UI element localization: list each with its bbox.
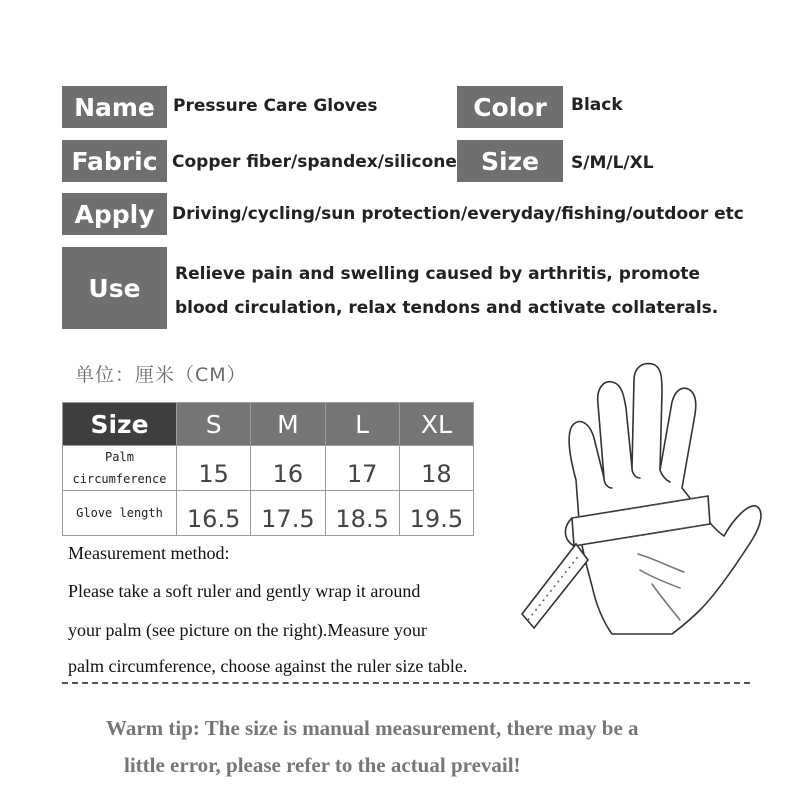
color-value: Black bbox=[571, 95, 623, 115]
name-label: Name bbox=[62, 86, 167, 128]
name-value: Pressure Care Gloves bbox=[173, 96, 378, 116]
size-header-xl: XL bbox=[399, 403, 473, 446]
method-line-2: your palm (see picture on the right).Measure your bbox=[68, 620, 427, 640]
warm-tip-line-2: little error, please refer to the actual prevail! bbox=[124, 753, 521, 777]
apply-label: Apply bbox=[62, 193, 167, 235]
method-line-3: palm circumference, choose against the ruler size table. bbox=[68, 656, 468, 676]
size-header-m: M bbox=[251, 403, 325, 446]
length-xl: 19.5 bbox=[399, 491, 473, 536]
length-l: 18.5 bbox=[325, 491, 399, 536]
palm-s: 15 bbox=[177, 446, 251, 491]
size-label: Size bbox=[457, 140, 563, 182]
size-value: S/M/L/XL bbox=[571, 153, 654, 173]
palm-xl: 18 bbox=[399, 446, 473, 491]
ruler-band bbox=[522, 496, 710, 628]
length-m: 17.5 bbox=[251, 491, 325, 536]
size-header-s: S bbox=[177, 403, 251, 446]
use-value: Relieve pain and swelling caused by arthritis, promote blood circulation, relax tendons and activate collaterals. bbox=[175, 264, 719, 318]
warm-tip-line-1: Warm tip: The size is manual measurement, there may be a bbox=[106, 716, 639, 740]
row-label-palm: Palm circumference bbox=[63, 446, 177, 491]
method-line-1: Please take a soft ruler and gently wrap it around bbox=[68, 581, 421, 601]
color-label: Color bbox=[457, 86, 563, 128]
size-header-cell: Size bbox=[63, 403, 177, 446]
dashed-divider bbox=[62, 682, 750, 684]
row-label-length: Glove length bbox=[63, 491, 177, 536]
fabric-label: Fabric bbox=[62, 140, 167, 182]
use-label: Use bbox=[62, 247, 167, 329]
size-header-l: L bbox=[325, 403, 399, 446]
length-s: 16.5 bbox=[177, 491, 251, 536]
hand-measure-illustration bbox=[512, 358, 772, 658]
hand-outline bbox=[569, 364, 761, 634]
size-table bbox=[62, 402, 474, 536]
method-title: Measurement method: bbox=[68, 543, 230, 563]
unit-note: 单位：厘米（CM） bbox=[75, 364, 247, 386]
size-table-header bbox=[63, 403, 474, 446]
table-row-palm bbox=[63, 446, 474, 491]
palm-l: 17 bbox=[325, 446, 399, 491]
fabric-value: Copper fiber/spandex/silicone bbox=[172, 152, 457, 172]
table-row-length bbox=[63, 491, 474, 536]
apply-value: Driving/cycling/sun protection/everyday/fishing/outdoor etc bbox=[172, 204, 744, 224]
palm-m: 16 bbox=[251, 446, 325, 491]
